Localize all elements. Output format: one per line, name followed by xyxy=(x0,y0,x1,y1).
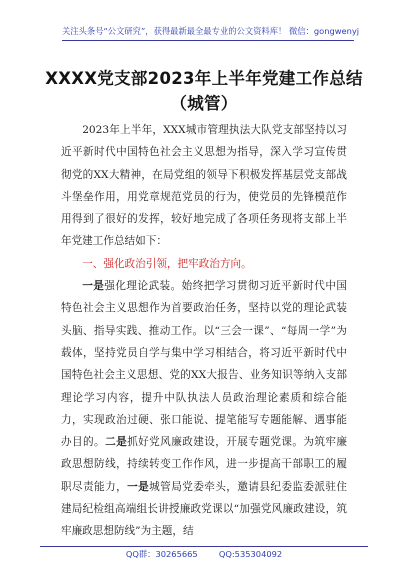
document-body xyxy=(61,119,347,543)
intro-paragraph: 2023年上半年，XXX城市管理执法大队党支部坚持以习近平新时代中国特色社会主义思想为指导，深入学习宣传贯彻党的XX大精神，在局党组的领导下积极发挥基层党支部战斗堡垒作用，用党章规范党员的行为，使党员的先锋模范作用得到了很好的发挥，较好地完成了各项任务现将支部上半年党建工作总结如下： xyxy=(61,124,347,248)
paragraph-text: 抓好党风廉政建设，开展专题党课。为筑牢廉政思想防线，持续转变工作作风，进一步提高干部职工的履职尽责能力， xyxy=(61,436,348,493)
qq-label: QQ:535304092 xyxy=(218,549,283,559)
document-title: XXXX党支部2023年上半年党建工作总结（城管） xyxy=(45,69,363,113)
footer-contact-banner xyxy=(40,546,368,563)
section-heading xyxy=(61,253,347,275)
section-heading-text: 一、强化政治引领，把牢政治方向。 xyxy=(82,257,252,270)
section-paragraph xyxy=(61,275,347,543)
header-promo-banner: 关注头条号“公文研究”，获得最新最全最专业的公文资料库！ 微信：gongwenyj xyxy=(62,24,354,41)
paragraph-text: 强化理论武装。始终把学习贯彻习近平新时代中国特色社会主义思想作为首要政治任务，坚持以党的理论武装头脑、指导实践、推动工作。以“三会一课”、“每周一学”为载体，坚持党员自学与集中学习相结合，将习近平新时代中国特色社会主义思想、党的XX大报告、业务知识等纳入支部理论学习内容，提升中队执法人员政治理论素质和综合能力，实现政治过硬、张口能说、提笔能写专题能解、遇事能办目的。 xyxy=(61,280,348,449)
ordinal-marker: 二是 xyxy=(105,436,128,449)
ordinal-marker: 一是 xyxy=(82,280,105,293)
ordinal-marker: 一是 xyxy=(127,480,150,493)
paragraph-text: 城管局党委牵头，邀请县纪委监委派驻住建局纪检组高端组长讲授廉政党课以“加强党风廉政建设，筑牢廉政思想防线”为主题，结 xyxy=(61,480,348,538)
qq-group-label: QQ群：30265665 xyxy=(125,549,198,559)
